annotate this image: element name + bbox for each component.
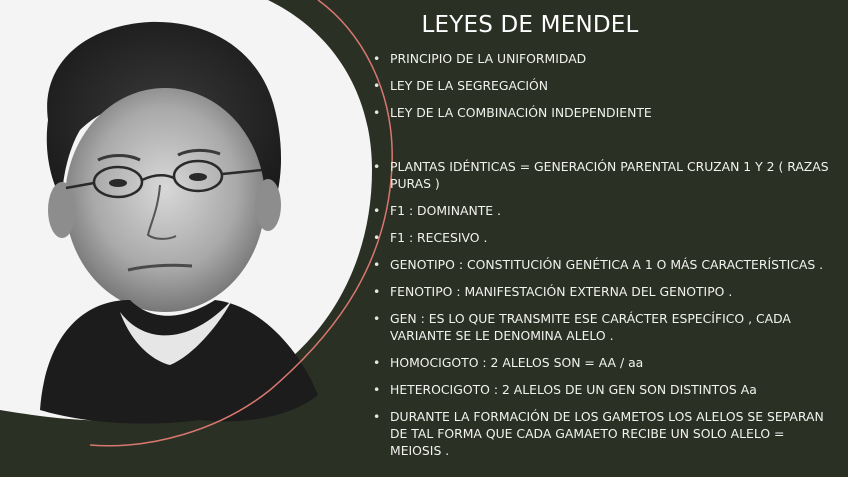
slide-title: LEYES DE MENDEL — [421, 12, 639, 38]
bullet-item: • GEN : ES LO QUE TRANSMITE ESE CARÁCTER ESPECÍFICO , CADA VARIANTE SE LE DENOMINA ALELO . — [372, 310, 838, 344]
face-shape — [65, 88, 265, 312]
bullet-list — [372, 50, 838, 459]
bullet-item: • PLANTAS IDÉNTICAS = GENERACIÓN PARENTAL CRUZAN 1 Y 2 ( RAZAS PURAS ) — [372, 158, 838, 192]
bullet-item: • LEY DE LA COMBINACIÓN INDEPENDIENTE — [372, 104, 838, 121]
bullet-item: • PRINCIPIO DE LA UNIFORMIDAD — [372, 50, 838, 67]
bullet-item: • HOMOCIGOTO : 2 ALELOS SON = AA / aa — [372, 354, 838, 371]
bullet-item: • GENOTIPO : CONSTITUCIÓN GENÉTICA A 1 O MÁS CARACTERÍSTICAS . — [372, 256, 838, 273]
bullet-item: • HETEROCIGOTO : 2 ALELOS DE UN GEN SON DISTINTOS Aa — [372, 381, 838, 398]
bullet-item: • FENOTIPO : MANIFESTACIÓN EXTERNA DEL GENOTIPO . — [372, 283, 838, 300]
bullet-item: • DURANTE LA FORMACIÓN DE LOS GAMETOS LOS ALELOS SE SEPARAN DE TAL FORMA QUE CADA GAMAETO RECIBE UN SOLO ALELO = MEIOSIS . — [372, 408, 838, 459]
bullet-item: • LEY DE LA SEGREGACIÓN — [372, 77, 838, 94]
bullet-item: • F1 : RECESIVO . — [372, 229, 838, 246]
bullet-item: • F1 : DOMINANTE . — [372, 202, 838, 219]
